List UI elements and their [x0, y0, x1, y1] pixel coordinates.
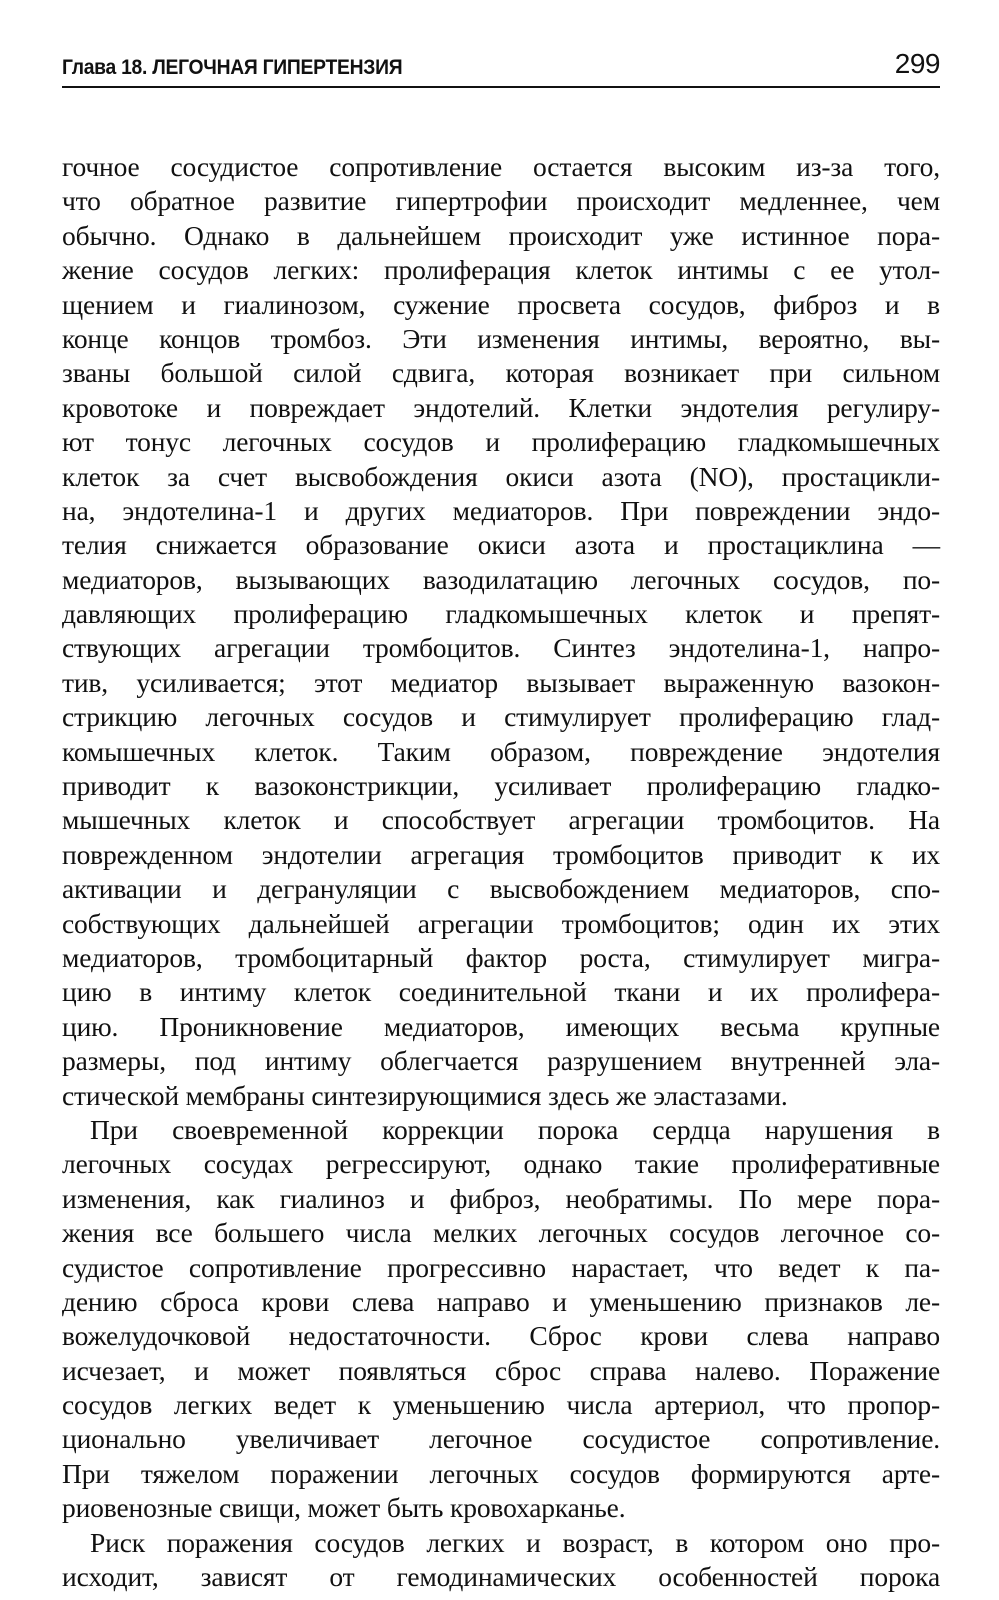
text-line: изменения, как гиалиноз и фиброз, необратимы. По мере пора- [62, 1182, 940, 1214]
text-line: приводит к вазоконстрикции, усиливает пролиферацию гладко- [62, 770, 940, 802]
text-line: При своевременной коррекции порока сердца нарушения в [90, 1113, 940, 1145]
text-line: кровотоке и повреждает эндотелий. Клетки эндотелия регулиру- [62, 391, 940, 423]
text-line: ют тонус легочных сосудов и пролиферацию гладкомышечных [62, 426, 940, 458]
paragraph [62, 150, 940, 1113]
text-line: щением и гиалинозом, сужение просвета сосудов, фиброз и в [62, 288, 940, 320]
body-text [62, 150, 940, 1594]
text-line: При тяжелом поражении легочных сосудов формируются арте- [62, 1457, 940, 1489]
text-line: активации и дегрануляции с высвобождением медиаторов, спо- [62, 873, 940, 905]
text-line: жения все большего числа мелких легочных сосудов легочное со- [62, 1217, 940, 1249]
text-line: цию. Проникновение медиаторов, имеющих весьма крупные [62, 1010, 940, 1042]
text-line: дению сброса крови слева направо и уменьшению признаков ле- [62, 1285, 940, 1317]
text-line: давляющих пролиферацию гладкомышечных клеток и препят- [62, 598, 940, 630]
text-line: вожелудочковой недостаточности. Сброс крови слева направо [62, 1320, 940, 1352]
book-page [62, 40, 940, 1593]
text-line: обычно. Однако в дальнейшем происходит уже истинное пора- [62, 219, 940, 251]
text-line: жение сосудов легких: пролиферация клеток интимы с ее утол- [62, 254, 940, 286]
text-line: гочное сосудистое сопротивление остается высоким из-за того, [62, 151, 940, 182]
text-line: тив, усиливается; этот медиатор вызывает выраженную вазокон- [62, 666, 940, 698]
text-line: ствующих агрегации тромбоцитов. Синтез эндотелина-1, напро- [62, 632, 940, 664]
text-line: исчезает, и может появляться сброс справа налево. Поражение [62, 1354, 940, 1386]
text-line: стической мембраны синтезирующимися здесь же эластазами. [62, 1079, 788, 1111]
text-line: клеток за счет высвобождения окиси азота (NO), простацикли- [62, 460, 940, 492]
text-line: Риск поражения сосудов легких и возраст, в котором оно про- [90, 1526, 940, 1558]
text-line: званы большой силой сдвига, которая возникает при сильном [62, 357, 940, 389]
page-number: 299 [894, 48, 940, 79]
text-line: размеры, под интиму облегчается разрушением внутренней эла- [62, 1045, 940, 1077]
text-line: конце концов тромбоз. Эти изменения интимы, вероятно, вы- [62, 322, 940, 354]
text-line: стрикцию легочных сосудов и стимулирует пролиферацию глад- [62, 701, 940, 733]
paragraph [62, 1526, 940, 1595]
text-line: легочных сосудах регрессируют, однако такие пролиферативные [62, 1148, 940, 1180]
chapter-title: Глава 18. ЛЕГОЧНАЯ ГИПЕРТЕНЗИЯ [62, 56, 403, 79]
text-line: медиаторов, вызывающих вазодилатацию легочных сосудов, по- [62, 563, 940, 595]
text-line: комышечных клеток. Таким образом, повреждение эндотелия [62, 735, 940, 767]
text-line: телия снижается образование окиси азота и простациклина — [62, 529, 940, 561]
text-line: цию в интиму клеток соединительной ткани и их пролифера- [62, 976, 940, 1008]
text-line: исходит, зависят от гемодинамических особенностей порока [62, 1561, 940, 1593]
text-line: поврежденном эндотелии агрегация тромбоцитов приводит к их [62, 838, 940, 870]
text-line: собствующих дальнейшей агрегации тромбоцитов; один их этих [62, 907, 940, 939]
text-line: мышечных клеток и способствует агрегации тромбоцитов. На [62, 804, 940, 836]
text-line: риовенозные свищи, может быть кровохарканье. [62, 1492, 626, 1524]
text-line: медиаторов, тромбоцитарный фактор роста, стимулирует мигра- [62, 941, 940, 973]
running-header [62, 40, 940, 88]
text-line: ционально увеличивает легочное сосудистое сопротивление. [62, 1423, 940, 1455]
text-line: сосудов легких ведет к уменьшению числа артериол, что пропор- [62, 1389, 940, 1421]
text-line: на, эндотелина-1 и других медиаторов. При повреждении эндо- [62, 494, 940, 526]
text-line: что обратное развитие гипертрофии происходит медленнее, чем [62, 185, 940, 217]
text-line: судистое сопротивление прогрессивно нарастает, что ведет к па- [62, 1251, 940, 1283]
paragraph [62, 1113, 940, 1526]
